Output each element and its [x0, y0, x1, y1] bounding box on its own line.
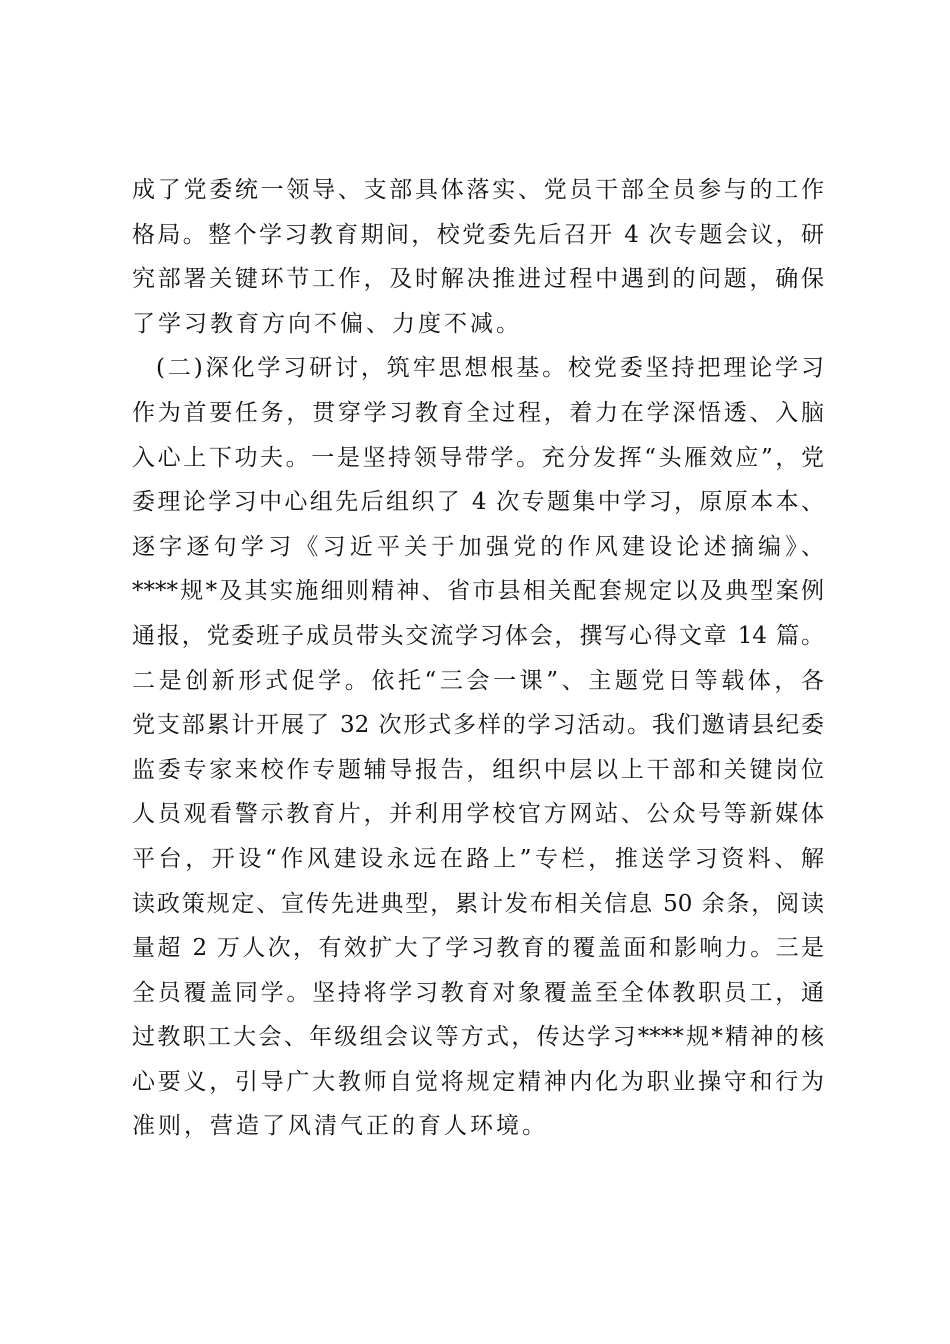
text-line: 二是创新形式促学。依托“三会一课”、主题党日等载体，各 [132, 667, 824, 694]
text-line: 党支部累计开展了 32 次形式多样的学习活动。我们邀请县纪委 [132, 712, 824, 739]
body-text [132, 168, 824, 1149]
text-line: 量超 2 万人次，有效扩大了学习教育的覆盖面和影响力。三是 [132, 935, 824, 962]
text-line: 逐字逐句学习《习近平关于加强党的作风建设论述摘编》、 [132, 533, 824, 560]
text-line: 格局。整个学习教育期间，校党委先后召开 4 次专题会议，研 [132, 221, 824, 248]
text-line: 心要义，引导广大教师自觉将规定精神内化为职业操守和行为 [132, 1068, 824, 1095]
text-line: 平台，开设“作风建设永远在路上”专栏，推送学习资料、解 [132, 845, 824, 872]
text-line: 监委专家来校作专题辅导报告，组织中层以上干部和关键岗位 [132, 756, 824, 783]
text-line: 全员覆盖同学。坚持将学习教育对象覆盖至全体教职员工，通 [132, 979, 824, 1006]
text-line: 读政策规定、宣传先进典型，累计发布相关信息 50 余条，阅读 [132, 890, 824, 917]
text-line: 成了党委统一领导、支部具体落实、党员干部全员参与的工作 [132, 177, 824, 203]
text-line: (二)深化学习研讨，筑牢思想根基。校党委坚持把理论学习 [156, 355, 824, 382]
text-line: 委理论学习中心组先后组织了 4 次专题集中学习，原原本本、 [132, 489, 824, 516]
text-line: 人员观看警示教育片，并利用学校官方网站、公众号等新媒体 [132, 801, 824, 828]
text-line: 过教职工大会、年级组会议等方式，传达学习****规*精神的核 [132, 1024, 824, 1051]
text-line: 作为首要任务，贯穿学习教育全过程，着力在学深悟透、入脑 [132, 399, 824, 426]
text-line: 了学习教育方向不偏、力度不减。 [132, 310, 522, 337]
text-line: 入心上下功夫。一是坚持领导带学。充分发挥“头雁效应”，党 [132, 444, 824, 471]
text-line: ****规*及其实施细则精神、省市县相关配套规定以及典型案例 [132, 578, 824, 605]
text-line: 究部署关键环节工作，及时解决推进过程中遇到的问题，确保 [132, 266, 824, 293]
text-line: 准则，营造了风清气正的育人环境。 [132, 1113, 548, 1140]
text-line: 通报，党委班子成员带头交流学习体会，撰写心得文章 14 篇。 [132, 622, 824, 649]
